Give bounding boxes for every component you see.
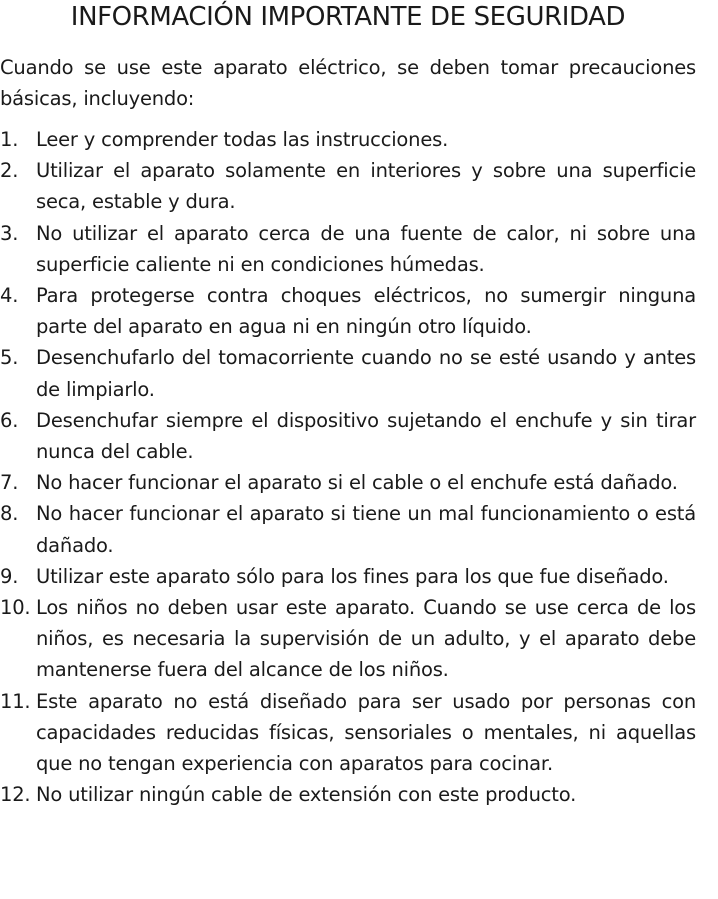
item-text: No hacer funcionar el aparato si tiene un mal funcionamiento o está dañado. xyxy=(36,502,696,557)
safety-list xyxy=(0,124,696,810)
item-number: 7. xyxy=(0,471,19,495)
list-item xyxy=(0,686,696,780)
list-item xyxy=(0,124,696,155)
item-number: 8. xyxy=(0,502,19,526)
list-item xyxy=(0,280,696,342)
list-item xyxy=(0,155,696,217)
list-item xyxy=(0,405,696,467)
document-title: INFORMACIÓN IMPORTANTE DE SEGURIDAD xyxy=(70,2,626,32)
list-item xyxy=(0,342,696,404)
item-number: 10. xyxy=(0,596,31,620)
item-text: No utilizar el aparato cerca de una fuente de calor, ni sobre una superficie caliente ni en condiciones húmedas. xyxy=(36,221,696,276)
item-number: 11. xyxy=(0,689,31,713)
list-item xyxy=(0,498,696,560)
item-text: No utilizar ningún cable de extensión con este producto. xyxy=(36,783,577,807)
intro-paragraph: Cuando se use este aparato eléctrico, se deben tomar precauciones básicas, incluyendo: xyxy=(0,56,696,110)
list-item xyxy=(0,592,696,686)
list-item xyxy=(0,218,696,280)
item-text: Desenchufar siempre el dispositivo sujetando el enchufe y sin tirar nunca del cable. xyxy=(36,408,696,464)
item-text: Los niños no deben usar este aparato. Cuando se use cerca de los niños, es necesaria la supervisión de un adulto, y el aparato debe mantenerse fuera del alcance de los niños. xyxy=(36,596,696,682)
item-number: 5. xyxy=(0,346,19,370)
item-number: 9. xyxy=(0,564,19,588)
item-number: 3. xyxy=(0,221,19,245)
item-text: Leer y comprender todas las instrucciones. xyxy=(36,128,449,151)
item-number: 4. xyxy=(0,284,19,308)
item-text: Desenchufarlo del tomacorriente cuando no se esté usando y antes de limpiarlo. xyxy=(36,346,696,401)
item-text: Este aparato no está diseñado para ser usado por personas con capacidades reducidas físicas, sensoriales o mentales, ni aquellas que no tengan experiencia con aparatos para cocinar. xyxy=(36,689,696,776)
item-text: Utilizar este aparato sólo para los fines para los que fue diseñado. xyxy=(36,564,669,588)
item-number: 2. xyxy=(0,159,19,183)
item-text: Utilizar el aparato solamente en interiores y sobre una superficie seca, estable y dura. xyxy=(36,159,696,214)
item-text: No hacer funcionar el aparato si el cable o el enchufe está dañado. xyxy=(36,471,678,495)
list-item xyxy=(0,779,696,810)
item-number: 6. xyxy=(0,408,19,432)
list-item xyxy=(0,561,696,592)
item-number: 12. xyxy=(0,783,31,807)
list-item xyxy=(0,467,696,498)
item-text: Para protegerse contra choques eléctricos, no sumergir ninguna parte del aparato en agua ni en ningún otro líquido. xyxy=(36,284,696,339)
item-number: 1. xyxy=(0,128,19,151)
